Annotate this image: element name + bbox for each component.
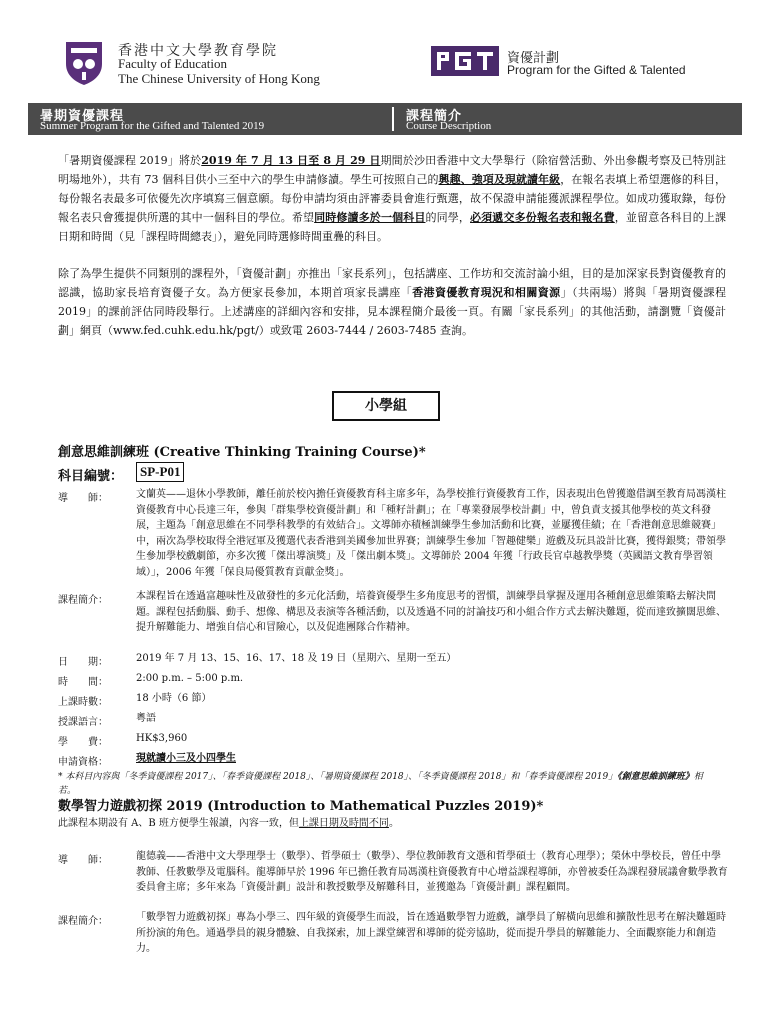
banner-title-cn: 暑期資優課程 — [40, 109, 125, 124]
multi-course-emphasis: 同時修讀多於一個科目 — [314, 211, 426, 224]
date-label: 日 期： — [58, 657, 108, 668]
course-language: 粵語 — [136, 713, 156, 724]
banner-divider — [392, 107, 394, 131]
program-name-cn: 資優計劃 — [507, 51, 560, 66]
text: 除了為學生提供不同類別的課程外，「資優計劃」亦推出「家長系列」，包括講座、工作坊和交流討論小組，目的是加深家長對資優教育的認識，協助家長培育資優子女。為方便家長參加，本期首項家長講座「 — [58, 267, 726, 299]
course-hours: 18 小時（6 節） — [136, 693, 212, 704]
text: * 本科目內容與「冬季資優課程 2017」、「春季資優課程 2018」、「暑期資優課程 2018」、「冬季資優課程 2018」和「春季資優課程 2019」 — [58, 772, 618, 782]
instructor-bio: 文蘭英——退休小學教師，離任前於校內擔任資優教育科主席多年，為學校推行資優教育工作，因表現出色曾獲邀借調至教育局馮漢柱資優教育中心長達三年，參與「群集學校資優計劃」和「種籽計劃」；在「專業發展學校計劃」中，曾負責支援其他學校的英文科發展，主題為「創意思維在不同學科教學的有效結合」。文導師亦積極訓練學生參加活動和比賽，並屢獲佳績；在「香港創意思維競賽」中，兩次為學校取得全港冠軍及獲選代表香港到美國參加世界賽；訓練學生參加「智趣健樂」遊戲及玩具設計比賽，獲得銀獎；帶領學生參加學校戲劇節，亦多次獲「傑出導演獎」及「傑出劇本獎」。文導師於 2004 年獲「行政長官卓越教學獎（英國語文教育學習領域）」，2006 年獲「保良局優質教育貢獻金獎」。 — [136, 489, 726, 578]
text: ，並留意各科目的上課日期和時間（見「課程時間總表」），避免同時選修時間重疊的科目。 — [58, 211, 727, 243]
course-description: 「數學智力遊戲初探」專為小學三、四年級的資優學生而設，旨在透過數學智力遊戲，讓學員了解橫向思維和擴散性思考在解決難題時所扮演的角色。通過學員的親身體驗、自我探索，加上課堂練習和導師的從旁協助，從而提升學員的解難能力、全面觀察能力和創造力。 — [136, 912, 726, 954]
course-1-title: 創意思維訓練班 (Creative Thinking Training Course)* — [58, 445, 426, 460]
description-label: 課程簡介： — [58, 916, 108, 927]
program-name-en: Program for the Gifted & Talented — [507, 63, 686, 77]
text: 。 — [388, 818, 399, 829]
banner-subtitle-en: Course Description — [406, 120, 492, 132]
text: 的同學， — [425, 211, 471, 224]
hours-label: 上課時數： — [58, 697, 108, 708]
interest-emphasis: 興趣、強項及現就讀年級 — [438, 173, 561, 186]
title-banner — [28, 103, 742, 135]
university-name-en: The Chinese University of Hong Kong — [118, 71, 320, 86]
eligibility-label: 申請資格： — [58, 757, 108, 768]
course-1-note — [58, 770, 718, 798]
course-code-label: 科目編號： — [58, 469, 124, 484]
text: ，在報名表填上希望選修的科目，每份報名表最多可依優先次序填寫三個意願。每份申請均須由評審委員會進行甄選，故不保證申請能獲派課程學位。如成功獲取錄，每份報名表只會獲提供所選的其中一個科目的學位。希望 — [58, 173, 727, 224]
intro-paragraph-1 — [58, 151, 726, 246]
course-description: 本課程旨在透過富趣味性及啟發性的多元化活動，培養資優學生多角度思考的習慣，訓練學員掌握及運用各種創意思維策略去解決問題。課程包括動腦、動手、想像、構思及表演等各種活動，以及透過不同的討論技巧和小組合作方式去解決難題，從而達致擴闊思維、提升解難能力、增強自信心和冒險心，以及促進團隊合作精神。 — [136, 591, 726, 633]
course-code: SP-P01 — [136, 462, 184, 482]
cuhk-crest-logo — [62, 38, 106, 86]
description-label: 課程簡介： — [58, 595, 108, 606]
banner-title-en: Summer Program for the Gifted and Talented 2019 — [40, 120, 265, 132]
text: 」（共兩場）將與「暑期資優課程 2019」的課前評估同時段舉行。上述講座的詳細內容和安排，見本課程簡介最後一頁。有關「家長系列」的其他活動，請瀏覽「資優計劃」網頁（www.fed.cuhk.edu.hk/pgt/）或致電 2603-7444 / 2603-7485 查詢。 — [58, 286, 727, 337]
section-heading: 小學組 — [332, 391, 440, 421]
text: 上課日期及時間不同 — [298, 818, 389, 829]
instructor-label: 導 師： — [58, 855, 108, 866]
course-2-title: 數學智力遊戲初探 2019 (Introduction to Mathematical Puzzles 2019)* — [58, 799, 544, 814]
parent-talk-title: 香港資優教育現況和相關資源 — [412, 286, 561, 299]
faculty-name-en: Faculty of Education — [118, 56, 228, 71]
instructor-bio: 龍德義——香港中文大學理學士（數學）、哲學碩士（數學）、學位教師教育文憑和哲學碩士（教育心理學）；榮休中學校長，曾任中學教師、任教數學及電腦科。龍導師早於 1996 年已擔任教育局馮漢柱資優教育中心增益課程導師，亦曾被委任為課程發展議會數學教育委員會主席；多年來為「資優計劃」設計和教授數學及解難科目，並獲邀為「資優計劃」課程顧問。 — [136, 851, 728, 893]
text: 《創意思維訓練班》 — [617, 772, 694, 782]
course-time: 2:00 p.m. – 5:00 p.m. — [136, 673, 244, 684]
course-fee: HK$3,960 — [136, 733, 188, 744]
banner-subtitle-cn: 課程簡介 — [406, 109, 463, 124]
course-2-intro — [58, 814, 399, 829]
text: 「暑期資優課程 2019」將於 — [58, 154, 202, 167]
course-eligibility: 現就讀小三及小四學生 — [136, 753, 236, 764]
text: 期間於沙田香港中文大學舉行（除宿營活動、外出參觀考察及已特別註明場地外），共有 73 個科目供小三至中六的學生申請修讀。學生可按照自己的 — [58, 154, 726, 186]
instructor-label: 導 師： — [58, 493, 108, 504]
must-submit-emphasis: 必須遞交多份報名表和報名費 — [470, 211, 615, 224]
faculty-name-cn: 香港中文大學教育學院 — [118, 43, 278, 59]
text: 相若。 — [58, 772, 703, 796]
course-date: 2019 年 7 月 13、15、16、17、18 及 19 日（星期六、星期一至五） — [136, 653, 457, 664]
pgt-logo — [431, 46, 499, 76]
date-range: 2019 年 7 月 13 日至 8 月 29 日 — [201, 154, 381, 167]
time-label: 時 間： — [58, 677, 108, 688]
language-label: 授課語言： — [58, 717, 108, 728]
fee-label: 學 費： — [58, 737, 108, 748]
text: 此課程本期設有 A、B 班方便學生報讀，內容一致，但 — [58, 818, 299, 829]
intro-paragraph-2 — [58, 264, 726, 340]
